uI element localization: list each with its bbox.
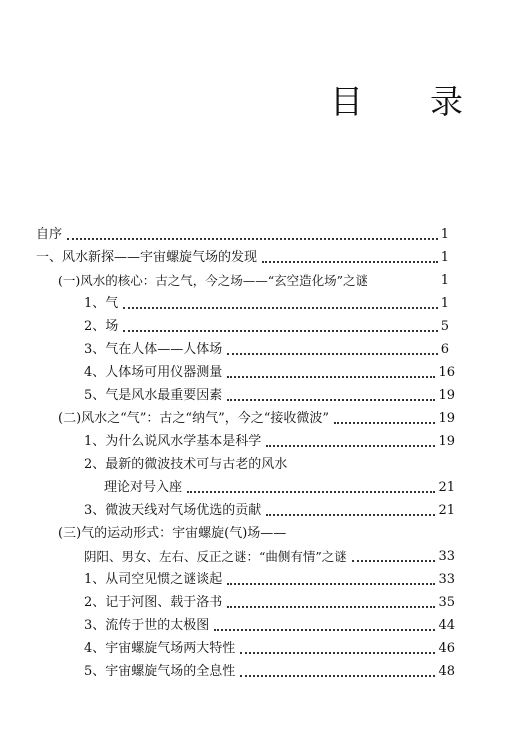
dot-leader: [227, 353, 437, 355]
toc-entry-page: 1: [440, 273, 449, 288]
toc-entry-page: 19: [438, 434, 455, 449]
toc-entry-section-1: [0, 270, 449, 290]
toc-entry-page: 19: [438, 411, 455, 426]
dot-leader: [262, 261, 438, 263]
toc-entry-label: 2、场: [84, 319, 119, 334]
toc-entry-page: 1: [440, 296, 449, 311]
dot-leader: [123, 330, 437, 332]
toc-entry-item: [0, 638, 455, 658]
toc-entry-page: 48: [438, 664, 455, 679]
toc-entry-item: [0, 339, 449, 359]
toc-entry-item: [0, 293, 449, 313]
toc-entry-label: 5、气是风水最重要因素: [84, 388, 223, 403]
toc-entry-item: [0, 316, 449, 336]
toc-entry-page: 33: [438, 549, 455, 564]
toc-entry-label: 自序: [36, 227, 63, 242]
toc-entry-label: 3、气在人体——人体场: [84, 342, 223, 357]
toc-entry-item: [0, 454, 455, 474]
toc-entry-label: 3、流传于世的太极图: [84, 618, 210, 633]
dot-leader: [227, 583, 435, 585]
dot-leader: [240, 652, 435, 654]
toc-entry-item: [0, 500, 455, 520]
toc-entry-label: 1、为什么说风水学基本是科学: [84, 434, 262, 449]
toc-entry-label: (一)风水的核心：古之气，今之场——“玄空造化场”之谜: [58, 273, 369, 288]
toc-entry-page: 6: [440, 342, 449, 357]
toc-entry-label: 3、微波天线对气场优选的贡献: [84, 503, 262, 518]
toc-entry-page: 1: [440, 250, 449, 265]
toc-entry-label: 2、记于河图、载于洛书: [84, 595, 223, 610]
toc-entry-label: 阴阳、男女、左右、反正之谜：“曲侧有情”之谜: [84, 549, 347, 564]
toc-entry-label: 1、从司空见惯之谜谈起: [84, 572, 223, 587]
dot-leader: [227, 606, 435, 608]
toc-entry-page: 35: [438, 595, 455, 610]
toc-entry-page: 19: [438, 388, 455, 403]
dot-leader: [352, 560, 436, 562]
dot-leader: [227, 399, 435, 401]
toc-entry-section-2: [0, 408, 455, 428]
page-title: [330, 80, 470, 124]
toc-entry-label: (二)风水之“气”：古之“纳气”，今之“接收微波”: [58, 411, 330, 426]
toc-entry-page: 33: [438, 572, 455, 587]
toc-entry-section-3-continued: [0, 546, 455, 566]
dot-leader: [240, 675, 435, 677]
toc-entry-item: [0, 592, 455, 612]
toc-entry-label: 1、气: [84, 296, 119, 311]
dot-leader: [187, 491, 435, 493]
toc-entry-page: 21: [438, 503, 455, 518]
toc-entry-preface: [0, 224, 449, 244]
toc-entry-item: [0, 569, 455, 589]
toc-entry-page: 46: [438, 641, 455, 656]
toc-entry-item: [0, 431, 455, 451]
dot-leader: [123, 307, 437, 309]
toc-entry-page: 5: [440, 319, 449, 334]
toc-entry-label: 一、风水新探——宇宙螺旋气场的发现: [36, 250, 258, 265]
dot-leader: [214, 629, 435, 631]
page-title-char-2: 录: [430, 82, 463, 121]
toc-entry-page: 21: [438, 480, 455, 495]
toc-entry-label: 4、人体场可用仪器测量: [84, 365, 223, 380]
toc-entry-item: [0, 615, 455, 635]
toc-entry-item: [0, 661, 455, 681]
toc-entry-item-continued: [0, 477, 455, 497]
dot-leader: [227, 376, 435, 378]
toc-entry-chapter-1: [0, 247, 449, 267]
table-of-contents: [0, 224, 515, 684]
dot-leader: [266, 514, 435, 516]
toc-entry-item: [0, 362, 455, 382]
toc-entry-section-3: [0, 523, 455, 543]
toc-entry-label: (三)气的运动形式：宇宙螺旋(气)场——: [58, 526, 287, 541]
dot-leader: [334, 422, 435, 424]
toc-entry-label: 4、宇宙螺旋气场两大特性: [84, 641, 236, 656]
toc-entry-item: [0, 385, 455, 405]
page-title-char-1: 目: [330, 82, 363, 121]
toc-entry-label: 2、最新的微波技术可与古老的风水: [84, 457, 288, 472]
toc-entry-page: 1: [440, 227, 449, 242]
toc-entry-label: 理论对号入座: [104, 480, 183, 495]
toc-entry-label: 5、宇宙螺旋气场的全息性: [84, 664, 236, 679]
dot-leader: [266, 445, 435, 447]
toc-entry-page: 44: [438, 618, 455, 633]
dot-leader: [67, 238, 438, 240]
toc-entry-page: 16: [438, 365, 455, 380]
